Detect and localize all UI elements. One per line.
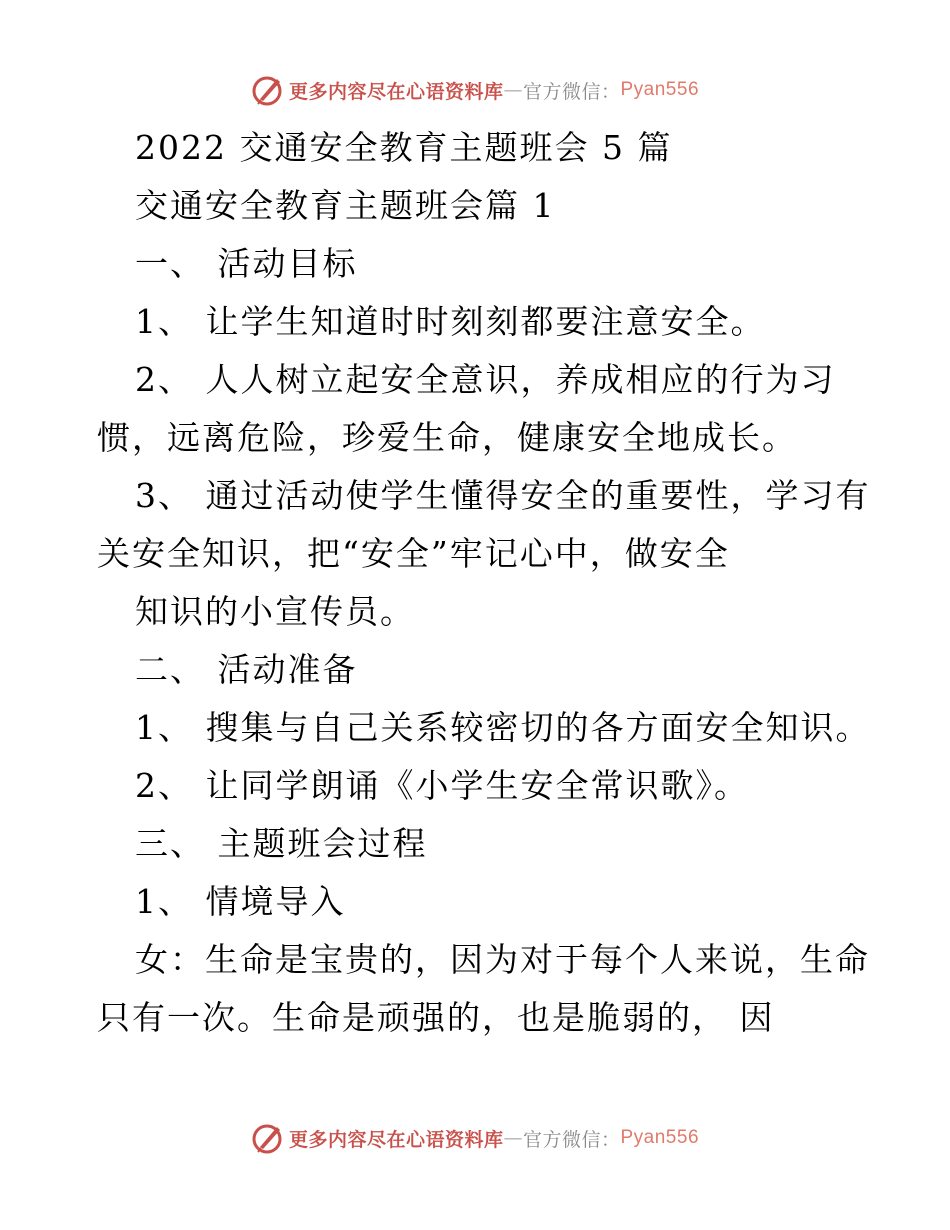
quill-logo-icon — [251, 1121, 285, 1155]
list-item: 2、 人人树立起安全意识，养成相应的行为习 — [135, 360, 836, 399]
section-heading: 二、 活动准备 — [135, 650, 358, 689]
paragraph-line: 关安全知识，把“安全”牢记心中，做安全 — [97, 534, 730, 573]
header-watermark-banner — [0, 70, 950, 110]
paragraph-line: 只有一次。生命是顽强的，也是脆弱的， 因 — [97, 998, 775, 1037]
quill-logo-icon — [251, 73, 285, 107]
section-heading: 三、 主题班会过程 — [135, 824, 428, 863]
list-item: 2、 让同学朗诵《小学生安全常识歌》。 — [135, 766, 749, 805]
banner-brand-text: 更多内容尽在心语资料库 — [288, 80, 504, 103]
paragraph-line: 惯，远离危险，珍爱生命，健康安全地成长。 — [97, 418, 797, 457]
banner-brand-text: 更多内容尽在心语资料库 — [288, 1128, 504, 1151]
banner-wechat-id: Pyan556 — [620, 79, 700, 100]
list-item: 1、 情境导入 — [135, 882, 346, 921]
banner-wechat-label: 官方微信： — [522, 1128, 621, 1151]
paragraph-line: 女：生命是宝贵的，因为对于每个人来说，生命 — [135, 940, 870, 979]
banner-wechat-id: Pyan556 — [620, 1127, 700, 1148]
footer-watermark-banner — [0, 1118, 950, 1158]
banner-wechat-label: 官方微信： — [522, 80, 621, 103]
paragraph-line: 知识的小宣传员。 — [135, 592, 415, 631]
document-subtitle: 交通安全教育主题班会篇 1 — [135, 186, 556, 225]
section-heading: 一、 活动目标 — [135, 244, 358, 283]
list-item: 1、 让学生知道时时刻刻都要注意安全。 — [135, 302, 766, 341]
banner-dash: — — [503, 1127, 523, 1149]
banner-dash: — — [503, 79, 523, 101]
document-title: 2022 交通安全教育主题班会 5 篇 — [135, 128, 673, 167]
list-item: 1、 搜集与自己关系较密切的各方面安全知识。 — [135, 708, 871, 747]
list-item: 3、 通过活动使学生懂得安全的重要性，学习有 — [135, 476, 871, 515]
